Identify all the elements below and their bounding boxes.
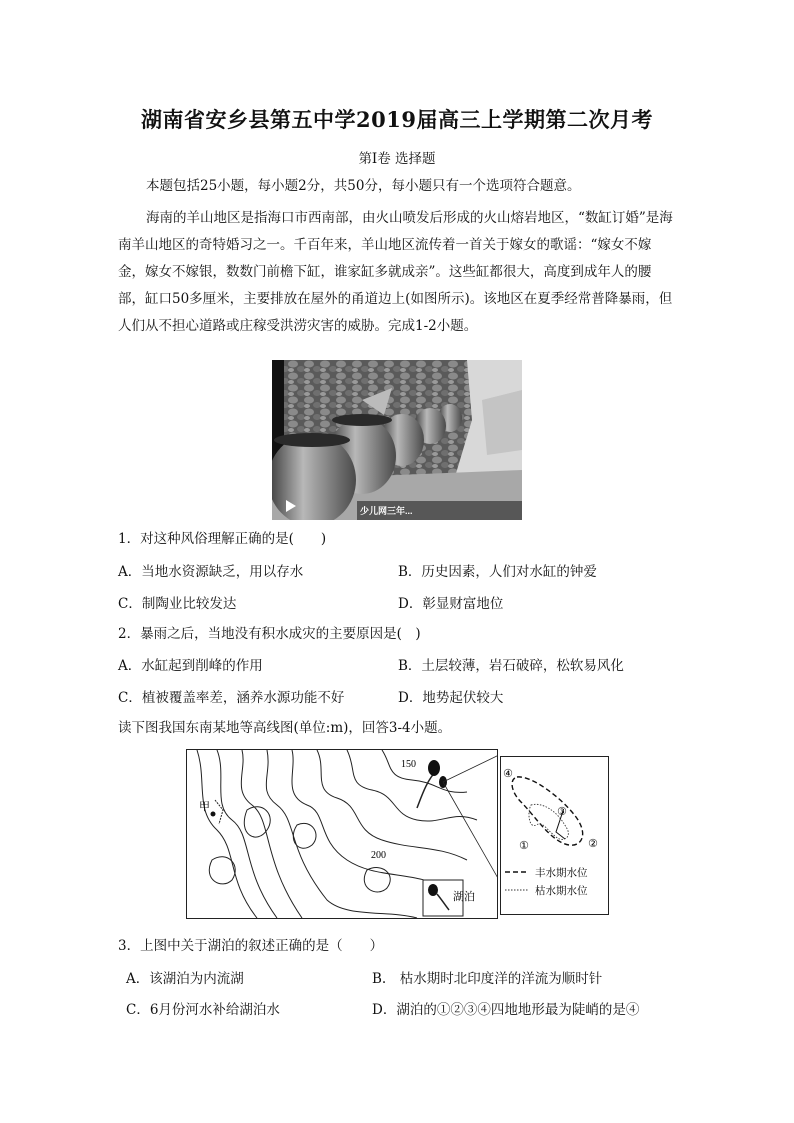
point-jia-label: 甲 [199, 800, 210, 813]
photo-illustration [272, 360, 522, 520]
page-title: 湖南省安乡县第五中学2019届高三上学期第二次月考 [141, 107, 653, 132]
point-1-label: ① [519, 839, 529, 852]
lake-inset [500, 756, 609, 915]
q3-option-a: A．该湖泊为内流湖 [126, 971, 244, 987]
q2-option-b: B．土层较薄，岩石破碎，松软易风化 [398, 658, 624, 674]
legend-wet-label: 丰水期水位 [535, 867, 588, 879]
question-2: 2．暴雨之后，当地没有积水成灾的主要原因是( ) [118, 626, 421, 642]
question-1: 1．对这种风俗理解正确的是( ) [118, 531, 327, 547]
lake-label: 湖泊 [453, 890, 475, 903]
q1-option-c: C．制陶业比较发达 [118, 596, 237, 612]
section-heading: 第I卷 选择题 [358, 151, 436, 167]
q1-option-a: A．当地水资源缺乏，用以存水 [118, 564, 304, 580]
q3-option-c: C．6月份河水补给湖泊水 [126, 1002, 280, 1018]
q1-option-d: D．彰显财富地位 [398, 596, 504, 612]
map-intro: 读下图我国东南某地等高线图(单位:m)，回答3-4小题。 [118, 720, 452, 736]
instructions: 本题包括25小题，每小题2分，共50分，每小题只有一个选项符合题意。 [146, 178, 581, 194]
q1-option-b: B．历史因素，人们对水缸的钟爱 [398, 564, 597, 580]
point-2-label: ② [588, 837, 598, 850]
water-jars-photo [272, 360, 522, 520]
q2-option-d: D．地势起伏较大 [398, 690, 504, 706]
contour-map [186, 749, 498, 919]
q2-option-a: A．水缸起到削峰的作用 [118, 658, 263, 674]
q3-option-b: B. 枯水期时北印度洋的洋流为顺时针 [372, 971, 603, 987]
contour-label-200: 200 [371, 850, 386, 861]
q3-option-d: D．湖泊的①②③④四地地形最为陡峭的是④ [372, 1002, 640, 1018]
question-3: 3．上图中关于湖泊的叙述正确的是（ ） [118, 938, 384, 954]
photo-watermark: 少儿网三年... [360, 506, 413, 516]
point-4-label: ④ [503, 767, 513, 780]
contour-label-150: 150 [401, 759, 416, 770]
passage: 海南的羊山地区是指海口市西南部，由火山喷发后形成的火山熔岩地区，“数缸订婚”是海南羊山地区的奇特婚习之一。千百年来，羊山地区流传着一首关于嫁女的歌谣：“嫁女不嫁金，嫁女不嫁银，数数门前檐下缸，谁家缸多就成亲”。这些缸都很大，高度到成年人的腰部，缸口50多厘米，主要排放在屋外的甬道边上(如图所示)。该地区在夏季经常普降暴雨，但人们从不担心道路或庄稼受洪涝灾害的威胁。完成1-2小题。 [118, 210, 673, 334]
legend-dry-label: 枯水期水位 [535, 885, 588, 897]
lake-inset-drawing [501, 757, 608, 914]
q2-option-c: C．植被覆盖率差，涵养水源功能不好 [118, 690, 345, 706]
point-3-label: ③ [557, 805, 567, 818]
contour-lines [187, 750, 497, 918]
